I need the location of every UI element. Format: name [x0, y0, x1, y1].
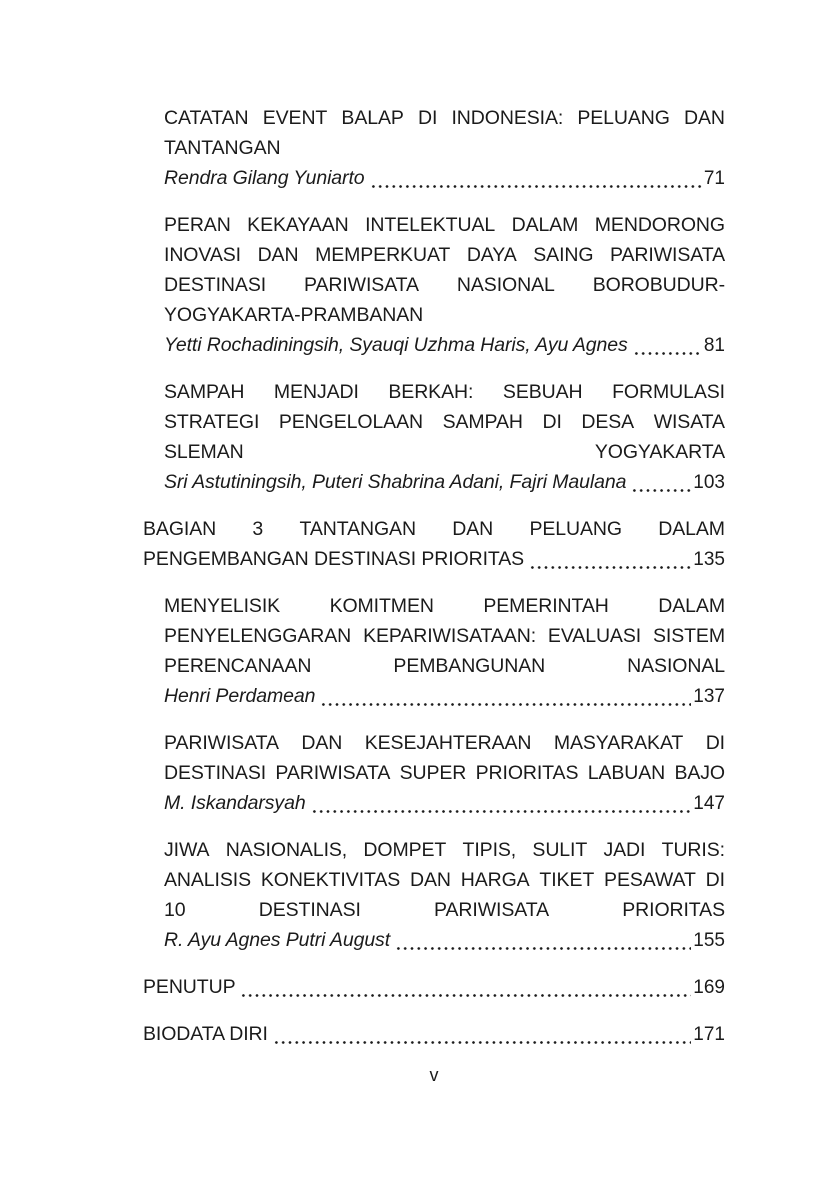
table-of-contents: [143, 103, 725, 1050]
entry-title-line: JIWA NASIONALIS, DOMPET TIPIS, SULIT JADI TURIS:: [164, 839, 725, 861]
entry-author-row: [164, 163, 725, 194]
part-title-row: [143, 544, 725, 575]
toc-entry: [143, 728, 725, 819]
part-title-line: BAGIAN 3 TANTANGAN DAN PELUANG DALAM: [143, 518, 725, 540]
entry-author: R. Ayu Agnes Putri August: [164, 929, 391, 951]
toc-entry: [143, 103, 725, 194]
entry-title-line: 10 DESTINASI PARIWISATA PRIORITAS: [164, 899, 725, 921]
part-title-text: PENGEMBANGAN DESTINASI PRIORITAS: [143, 548, 525, 570]
entry-title-line: MENYELISIK KOMITMEN PEMERINTAH DALAM: [164, 595, 725, 617]
entry-title-line: ANALISIS KONEKTIVITAS DAN HARGA TIKET PESAWAT DI: [164, 869, 725, 891]
folio-page-number: v: [429, 1065, 439, 1085]
entry-author: Yetti Rochadiningsih, Syauqi Uzhma Haris, Ayu Agnes: [164, 334, 628, 356]
entry-title-line: DESTINASI PARIWISATA SUPER PRIORITAS LABUAN BAJO: [164, 762, 725, 784]
dot-leader: [529, 544, 691, 575]
entry-author: Henri Perdamean: [164, 685, 316, 707]
entry-page-number: 171: [693, 1024, 725, 1045]
entry-page-number: 103: [693, 472, 725, 493]
entry-author-row: [164, 925, 725, 956]
entry-title-line: SLEMAN YOGYAKARTA: [164, 441, 725, 463]
entry-title-line: PERENCANAAN PEMBANGUNAN NASIONAL: [164, 655, 725, 677]
section-title-text: PENUTUP: [143, 976, 236, 998]
dot-leader: [395, 925, 691, 956]
dot-leader: [311, 788, 692, 819]
entry-title-line: YOGYAKARTA-PRAMBANAN: [164, 304, 424, 326]
entry-author: M. Iskandarsyah: [164, 792, 306, 814]
entry-title-line: CATATAN EVENT BALAP DI INDONESIA: PELUANG DAN: [164, 107, 725, 129]
toc-entry: [143, 377, 725, 498]
entry-title-line: DESTINASI PARIWISATA NASIONAL BOROBUDUR-: [164, 274, 725, 296]
entry-page-number: 169: [693, 977, 725, 998]
entry-page-number: 135: [693, 549, 725, 570]
entry-title-line: PERAN KEKAYAAN INTELEKTUAL DALAM MENDORONG: [164, 214, 725, 236]
entry-title-line: STRATEGI PENGELOLAAN SAMPAH DI DESA WISATA: [164, 411, 725, 433]
toc-part-heading: [143, 514, 725, 575]
entry-page-number: 137: [693, 686, 725, 707]
entry-title-line: PARIWISATA DAN KESEJAHTERAAN MASYARAKAT DI: [164, 732, 725, 754]
section-title-text: BIODATA DIRI: [143, 1023, 268, 1045]
entry-author-row: [164, 788, 725, 819]
toc-entry: [143, 835, 725, 956]
entry-title-line: TANTANGAN: [164, 137, 281, 159]
entry-page-number: 147: [693, 793, 725, 814]
entry-author: Rendra Gilang Yuniarto: [164, 167, 365, 189]
entry-page-number: 81: [703, 335, 725, 356]
dot-leader: [320, 681, 691, 712]
entry-title-line: INOVASI DAN MEMPERKUAT DAYA SAING PARIWISATA: [164, 244, 725, 266]
entry-title-line: SAMPAH MENJADI BERKAH: SEBUAH FORMULASI: [164, 381, 725, 403]
dot-leader: [633, 330, 702, 361]
section-title-row: [143, 972, 725, 1003]
dot-leader: [631, 467, 691, 498]
entry-title-line: PENYELENGGARAN KEPARIWISATAAN: EVALUASI SISTEM: [164, 625, 725, 647]
dot-leader: [240, 972, 691, 1003]
entry-author-row: [164, 681, 725, 712]
toc-section-biodata-diri: [143, 1019, 725, 1050]
dot-leader: [273, 1019, 691, 1050]
toc-entry: [143, 591, 725, 712]
dot-leader: [370, 163, 702, 194]
toc-section-penutup: [143, 972, 725, 1003]
section-title-row: [143, 1019, 725, 1050]
entry-author: Sri Astutiningsih, Puteri Shabrina Adani, Fajri Maulana: [164, 471, 627, 493]
entry-author-row: [164, 467, 725, 498]
entry-page-number: 155: [693, 930, 725, 951]
toc-entry: [143, 210, 725, 361]
entry-author-row: [164, 330, 725, 361]
entry-page-number: 71: [703, 168, 725, 189]
